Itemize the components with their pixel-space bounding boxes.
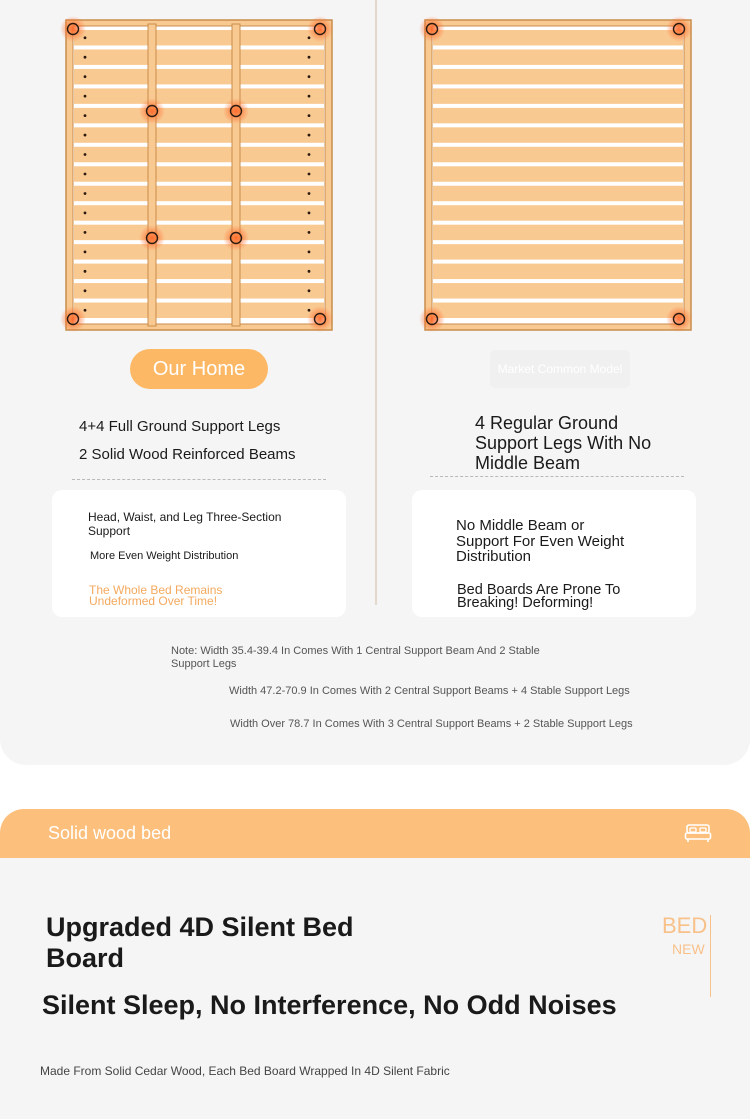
slat-screw xyxy=(308,95,311,98)
product-intro-section xyxy=(0,858,750,1119)
size-note-3: Width Over 78.7 In Comes With 3 Central Support Beams + 2 Stable Support Legs xyxy=(230,718,633,730)
slat-screw xyxy=(308,114,311,117)
common-model-card-warning: Bed Boards Are Prone To Breaking! Deforming! xyxy=(457,582,621,611)
our-home-benefit-card xyxy=(52,490,346,617)
glow-effect xyxy=(139,98,165,124)
common-model-badge: Market Common Model xyxy=(490,350,630,388)
bed-slat xyxy=(74,88,324,103)
our-home-card-heading: Head, Waist, and Leg Three-Section Support xyxy=(88,510,282,538)
glow-effect xyxy=(139,225,165,251)
tag-accent-line xyxy=(710,915,711,997)
slat-screw xyxy=(308,270,311,273)
bed-slat xyxy=(433,186,683,201)
slat-screw xyxy=(84,192,87,195)
slat-screw xyxy=(308,289,311,292)
bed-slat xyxy=(433,108,683,123)
our-home-beams-feature: 2 Solid Wood Reinforced Beams xyxy=(79,446,296,463)
slat-screw xyxy=(84,134,87,137)
bed-slat xyxy=(74,49,324,64)
glow-effect xyxy=(223,225,249,251)
bed-slat xyxy=(74,69,324,84)
bed-slat xyxy=(74,30,324,45)
center-beam xyxy=(148,24,156,326)
glow-effect xyxy=(307,16,333,42)
bed-slat xyxy=(433,127,683,142)
bed-slat xyxy=(433,225,683,240)
slat-screw xyxy=(84,36,87,39)
glow-effect xyxy=(307,306,333,332)
bed-slat xyxy=(433,30,683,45)
bed-slat xyxy=(433,205,683,220)
section-band-title: Solid wood bed xyxy=(48,823,172,843)
slat-screw xyxy=(308,134,311,137)
our-home-bed-frame-diagram xyxy=(56,12,342,338)
our-home-badge: Our Home xyxy=(130,349,268,389)
bed-slat xyxy=(74,264,324,279)
slat-screw xyxy=(84,56,87,59)
slat-screw xyxy=(308,231,311,234)
section-header-band xyxy=(0,809,750,858)
slat-screw xyxy=(84,173,87,176)
slat-screw xyxy=(84,309,87,312)
slat-screw xyxy=(84,289,87,292)
bed-slat xyxy=(74,303,324,318)
section-heading: Upgraded 4D Silent Bed Board xyxy=(46,912,354,973)
size-note-2: Width 47.2-70.9 In Comes With 2 Central Support Beams + 4 Stable Support Legs xyxy=(229,685,630,697)
slat-screw xyxy=(84,270,87,273)
bed-slat xyxy=(74,108,324,123)
glow-effect xyxy=(666,306,692,332)
right-dashed-divider xyxy=(430,476,684,477)
our-home-legs-feature: 4+4 Full Ground Support Legs xyxy=(79,418,281,435)
bed-slat xyxy=(433,166,683,181)
bed-icon xyxy=(684,821,712,850)
center-divider xyxy=(375,0,377,605)
bed-slat xyxy=(74,127,324,142)
bed-slat xyxy=(74,186,324,201)
slat-screw xyxy=(84,231,87,234)
bed-slat xyxy=(433,49,683,64)
our-home-card-subtext: More Even Weight Distribution xyxy=(90,550,239,562)
slat-screw xyxy=(308,153,311,156)
slat-screw xyxy=(84,75,87,78)
bed-slat xyxy=(433,244,683,259)
glow-effect xyxy=(60,16,86,42)
new-tag: NEW xyxy=(672,941,705,957)
our-home-card-highlight: The Whole Bed Remains Undeformed Over Time! xyxy=(89,583,223,608)
slat-screw xyxy=(308,212,311,215)
slat-screw xyxy=(308,75,311,78)
section-description: Made From Solid Cedar Wood, Each Bed Board Wrapped In 4D Silent Fabric xyxy=(40,1064,450,1078)
bed-slat xyxy=(74,205,324,220)
bed-slat xyxy=(433,88,683,103)
common-model-card-heading: No Middle Beam or Support For Even Weight Distribution xyxy=(456,517,625,565)
slat-screw xyxy=(84,114,87,117)
slat-screw xyxy=(84,95,87,98)
bed-slat xyxy=(74,225,324,240)
glow-effect xyxy=(419,306,445,332)
common-model-bed-frame-diagram xyxy=(415,12,701,338)
glow-effect xyxy=(419,16,445,42)
slat-screw xyxy=(308,250,311,253)
bed-slat xyxy=(433,69,683,84)
bed-slat xyxy=(433,147,683,162)
glow-effect xyxy=(223,98,249,124)
bed-slat xyxy=(433,303,683,318)
glow-effect xyxy=(60,306,86,332)
bed-slat xyxy=(74,147,324,162)
bed-slat xyxy=(74,166,324,181)
slat-screw xyxy=(308,173,311,176)
bed-slat xyxy=(433,264,683,279)
slat-screw xyxy=(84,153,87,156)
center-beam xyxy=(232,24,240,326)
section-subheading: Silent Sleep, No Interference, No Odd Noises xyxy=(42,990,617,1020)
common-model-legs-feature: 4 Regular Ground Support Legs With No Middle Beam xyxy=(475,413,652,473)
slat-screw xyxy=(84,212,87,215)
bed-slat xyxy=(74,283,324,298)
bed-tag: BED xyxy=(662,913,708,938)
bed-slat xyxy=(74,244,324,259)
size-note-1: Note: Width 35.4-39.4 In Comes With 1 Central Support Beam And 2 Stable Support Legs xyxy=(171,645,540,670)
slat-screw xyxy=(84,250,87,253)
glow-effect xyxy=(666,16,692,42)
common-model-drawback-card xyxy=(412,490,696,617)
bed-slat xyxy=(433,283,683,298)
slat-screw xyxy=(308,56,311,59)
slat-screw xyxy=(308,192,311,195)
left-dashed-divider xyxy=(72,479,326,480)
